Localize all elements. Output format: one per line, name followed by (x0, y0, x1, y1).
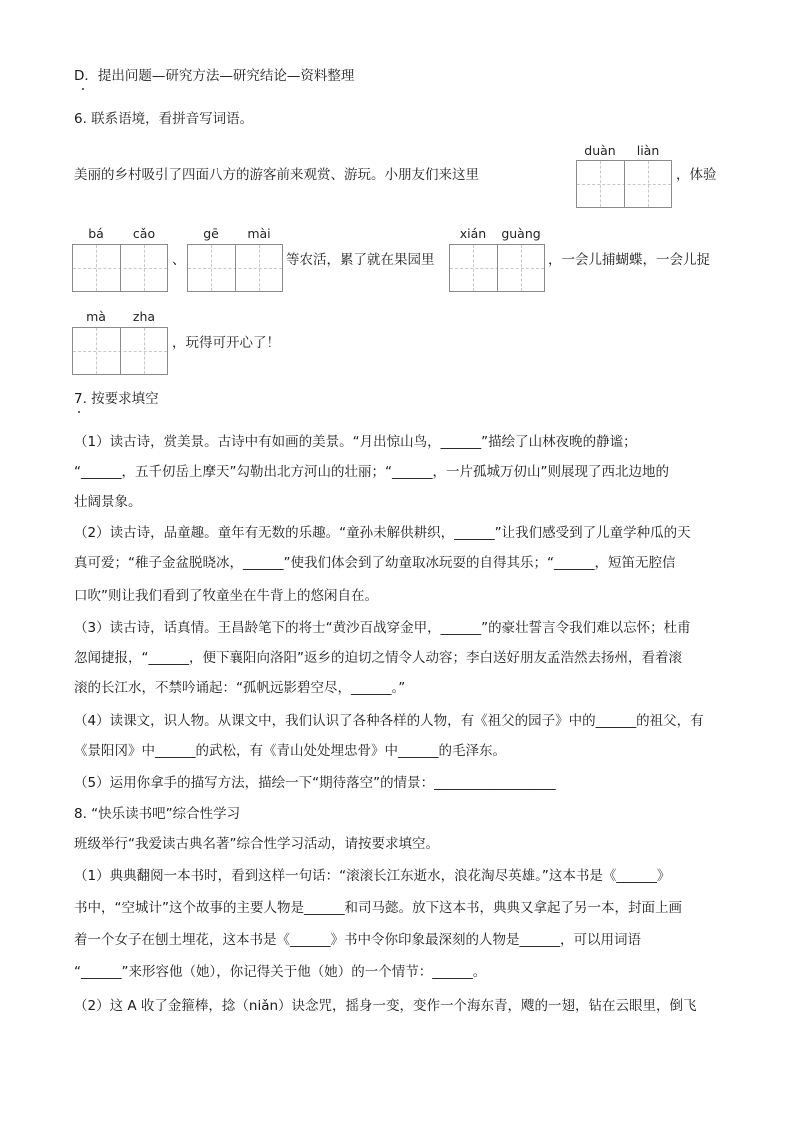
q6-line1: 美丽的乡村吸引了四面八方的游客前来观赏、游玩。小朋友们来这里 (74, 167, 479, 183)
q6-line2-sep: 、 (172, 252, 186, 268)
q6-line2-mid: 等农活，累了就在果园里 (286, 252, 435, 268)
q7-p4-line1: （4）读课文，识人物。从课文中，我们认识了各种各样的人物，有《祖父的园子》中的______的祖父，有 (74, 713, 704, 729)
dot-mark (82, 88, 84, 90)
pinyin-ma: mà (86, 309, 106, 324)
writing-grid-mazha[interactable] (72, 327, 168, 375)
pinyin-ba: bá (88, 226, 104, 241)
writing-grid-bacao[interactable] (72, 244, 168, 292)
q8-p2-line1: （2）这 A 收了金箍棒，捻（niǎn）诀念咒，摇身一变，变作一个海东青，飕的一翅，钻在云眼里，倒飞 (74, 998, 697, 1014)
dot-mark (78, 411, 80, 413)
q8-p1-line1: （1）典典翻阅一本书时，看到这样一句话：“滚滚长江东逝水，浪花淘尽英雄。”这本书是《______》 (74, 868, 671, 884)
pinyin-duan: duàn (584, 143, 616, 158)
q7-p3-line1: （3）读古诗，话真情。王昌龄笔下的将士“黄沙百战穿金甲，______”的豪壮誓言令我们难以忘怀；杜甫 (74, 620, 691, 636)
pinyin-mai: mài (247, 226, 271, 241)
q6-line2-after: ，一会儿捕蝴蝶，一会儿捉 (548, 252, 710, 268)
q7-p1-line3: 壮阔景象。 (74, 494, 142, 510)
q7-p1-line1: （1）读古诗，赏美景。古诗中有如画的美景。“月出惊山鸟，______”描绘了山林夜晚的静谧； (74, 434, 637, 450)
q6-line3-after: ，玩得可开心了！ (172, 335, 280, 351)
q8-p1-line4: “______”来形容他（她），你记得关于他（她）的一个情节：______。 (74, 964, 487, 980)
q7-title: 7. 按要求填空 (74, 391, 159, 407)
q8-p1-line2: 书中，“空城计”这个故事的主要人物是______和司马懿。放下这本书，典典又拿起了另一本，封面上画 (74, 900, 682, 916)
q6-line1-after: ，体验 (676, 167, 717, 183)
q6-title: 6. 联系语境，看拼音写词语。 (74, 111, 254, 127)
q8-p1-line3: 着一个女子在刨土埋花，这本书是《______》书中令你印象最深刻的人物是______，可以用词语 (74, 932, 641, 948)
pinyin-guang: guàng (501, 226, 541, 241)
q7-p5: （5）运用你拿手的描写方法，描绘一下“期待落空”的情景：__________________ (74, 775, 556, 791)
q7-p2-line2: 真可爱；“稚子金盆脱晓冰，______”使我们体会到了幼童取冰玩耍的自得其乐；“______，短笛无腔信 (74, 555, 676, 571)
writing-grid-gemai[interactable] (187, 244, 283, 292)
pinyin-zha: zha (132, 309, 156, 324)
q7-p1-line2: “______，五千仞岳上摩天”勾勒出北方河山的壮丽；“______，一片孤城万仞山”则展现了西北边地的 (74, 464, 669, 480)
q7-p2-line3: 口吹”则让我们看到了牧童坐在牛背上的悠闲自在。 (74, 588, 378, 604)
q7-p3-line2: 忽闻捷报，“______，便下襄阳向洛阳”返乡的迫切之情令人动容；李白送好朋友孟浩然去扬州，看着滚 (74, 650, 682, 666)
q7-p3-line3: 滚的长江水，不禁吟诵起：“孤帆远影碧空尽，______。” (74, 680, 406, 696)
q8-intro: 班级举行“我爱读古典名著”综合性学习活动，请按要求填空。 (74, 836, 439, 852)
pinyin-xian: xián (459, 226, 487, 241)
pinyin-ge: gē (203, 226, 219, 241)
option-d: D．提出问题—研究方法—研究结论—资料整理 (74, 68, 355, 84)
writing-grid-xianguang[interactable] (449, 244, 545, 292)
q7-p2-line1: （2）读古诗，品童趣。童年有无数的乐趣。“童孙未解供耕织，______”让我们感受到了儿童学种瓜的天 (74, 525, 691, 541)
q7-p4-line2: 《景阳冈》中______的武松，有《青山处处埋忠骨》中______的毛泽东。 (74, 743, 506, 759)
q8-title: 8. “快乐读书吧”综合性学习 (74, 806, 241, 822)
pinyin-cao: cǎo (132, 226, 156, 241)
writing-grid-duanlian[interactable] (576, 160, 672, 208)
pinyin-lian: liàn (636, 143, 660, 158)
